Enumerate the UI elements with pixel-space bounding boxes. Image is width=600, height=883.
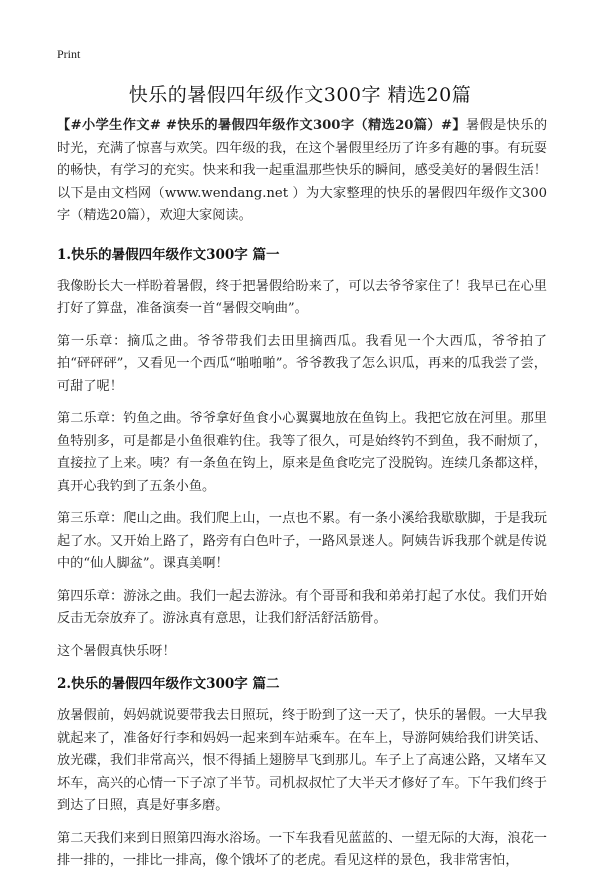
article-1-paragraph: 这个暑假真快乐呀！ xyxy=(57,643,176,659)
intro-paragraph xyxy=(57,115,547,228)
article-1-paragraph: 我像盼长大一样盼着暑假，终于把暑假给盼来了，可以去爷爷家住了！我早已在心里打好了算盘，准备演奏一首“暑假交响曲”。 xyxy=(57,278,547,316)
article-1-paragraph: 第一乐章：摘瓜之曲。爷爷带我们去田里摘西瓜。我看见一个大西瓜，爷爷拍了拍“砰砰砰”，又看见一个西瓜“啪啪啪”。爷爷教我了怎么识瓜，再来的瓜我尝了尝，可甜了呢！ xyxy=(57,333,547,394)
intro-tag: 【#小学生作文# #快乐的暑假四年级作文300字（精选20篇）#】 xyxy=(57,118,466,133)
article-content xyxy=(57,115,547,883)
article-1-paragraph: 第二乐章：钓鱼之曲。爷爷拿好鱼食小心翼翼地放在鱼钩上。我把它放在河里。那里鱼特别多，可是都是小鱼很难钓住。我等了很久，可是始终钓不到鱼，我不耐烦了，直接拉了上来。咦？有一条鱼在钩上，原来是鱼食吃完了没脱钩。连续几条都这样，真开心我钓到了五条小鱼。 xyxy=(57,411,547,494)
article-2-paragraph: 放暑假前，妈妈就说要带我去日照玩，终于盼到了这一天了，快乐的暑假。一大早我就起来了，准备好行李和妈妈一起来到车站乘车。在车上，导游阿姨给我们讲笑话、放光碟，我们非常高兴，恨不得插上翅膀早飞到那儿。车子上了高速公路，又堵车又坏车，高兴的心情一下子凉了半节。司机叔叔忙了大半天才修好了车。下午我们终于到达了日照，真是好事多磨。 xyxy=(57,708,547,813)
article-1-paragraph: 第四乐章：游泳之曲。我们一起去游泳。有个哥哥和我和弟弟打起了水仗。我们开始反击无奈放弃了。游泳真有意思，让我们舒活舒活筋骨。 xyxy=(57,588,547,626)
intro-text: 暑假是快乐的时光，充满了惊喜与欢笑。四年级的我，在这个暑假里经历了许多有趣的事。有玩耍的畅快，有学习的充实。快来和我一起重温那些快乐的瞬间，感受美好的暑假生活！以下是由文档网（www.wendang.net ）为大家整理的快乐的暑假四年级作文300字（精选20篇），欢迎大家阅读。 xyxy=(57,118,548,223)
article-2-heading: 2.快乐的暑假四年级作文300字 篇二 xyxy=(57,676,280,692)
article-1-heading: 1.快乐的暑假四年级作文300字 篇一 xyxy=(57,246,280,263)
article-1-paragraph: 第三乐章：爬山之曲。我们爬上山，一点也不累。有一条小溪给我歇歇脚，于是我玩起了水。又开始上路了，路旁有白色叶子，一路风景迷人。阿姨告诉我那个就是传说中的“仙人脚盆”。课真美啊！ xyxy=(57,511,547,571)
article-2-paragraph: 第二天我们来到日照第四海水浴场。一下车我看见蓝蓝的、一望无际的大海，浪花一排一排的，一排比一排高，像个饿坏了的老虎。看见这样的景色，我非常害怕， xyxy=(57,830,547,868)
page-title: 快乐的暑假四年级作文300字 精选20篇 xyxy=(128,84,472,106)
print-link[interactable]: Print xyxy=(57,47,81,61)
